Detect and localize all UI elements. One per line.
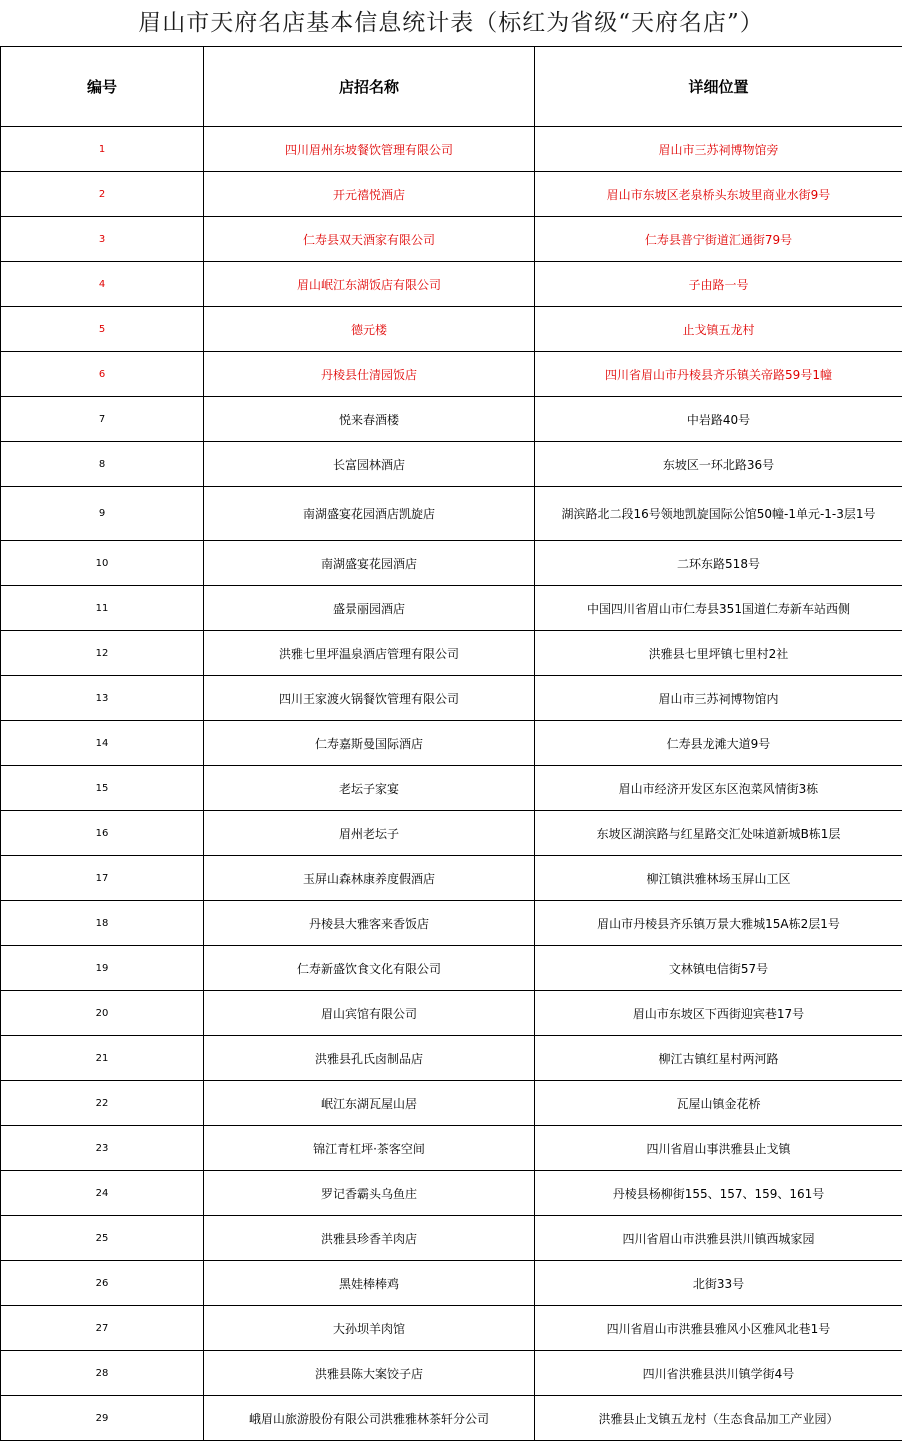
- row-number: 6: [1, 352, 204, 397]
- row-number: 28: [1, 1351, 204, 1396]
- table-row: [1, 127, 902, 172]
- header-shop-name: 店招名称: [204, 47, 535, 127]
- row-number: 14: [1, 721, 204, 766]
- row-shop-name: 盛景丽园酒店: [204, 586, 535, 631]
- row-number: 25: [1, 1216, 204, 1261]
- table-row: [1, 946, 902, 991]
- table-row: [1, 1036, 902, 1081]
- row-shop-name: 罗记香霸头乌鱼庄: [204, 1171, 535, 1216]
- table-row: [1, 676, 902, 721]
- row-shop-name: 眉山宾馆有限公司: [204, 991, 535, 1036]
- row-number: 26: [1, 1261, 204, 1306]
- table-header-row: [1, 47, 902, 127]
- row-address: 四川省眉山市洪雅县洪川镇西城家园: [535, 1216, 902, 1261]
- row-shop-name: 老坛子家宴: [204, 766, 535, 811]
- row-number: 5: [1, 307, 204, 352]
- header-address: 详细位置: [535, 47, 902, 127]
- row-number: 29: [1, 1396, 204, 1441]
- row-number: 9: [1, 487, 204, 541]
- table-row: [1, 901, 902, 946]
- row-address: 仁寿县龙滩大道9号: [535, 721, 902, 766]
- row-address: 湖滨路北二段16号领地凯旋国际公馆50幢-1单元-1-3层1号: [535, 487, 902, 541]
- row-address: 柳江古镇红星村两河路: [535, 1036, 902, 1081]
- row-address: 柳江镇洪雅林场玉屏山工区: [535, 856, 902, 901]
- row-number: 21: [1, 1036, 204, 1081]
- table-row: [1, 1081, 902, 1126]
- row-address: 中国四川省眉山市仁寿县351国道仁寿新车站西侧: [535, 586, 902, 631]
- row-address: 止戈镇五龙村: [535, 307, 902, 352]
- row-number: 20: [1, 991, 204, 1036]
- table-row: [1, 262, 902, 307]
- row-shop-name: 仁寿嘉斯曼国际酒店: [204, 721, 535, 766]
- row-address: 瓦屋山镇金花桥: [535, 1081, 902, 1126]
- row-number: 11: [1, 586, 204, 631]
- table-row: [1, 442, 902, 487]
- row-number: 1: [1, 127, 204, 172]
- row-number: 4: [1, 262, 204, 307]
- row-number: 8: [1, 442, 204, 487]
- row-shop-name: 大孙坝羊肉馆: [204, 1306, 535, 1351]
- row-address: 四川省眉山市丹棱县齐乐镇关帝路59号1幢: [535, 352, 902, 397]
- row-shop-name: 洪雅县孔氏卤制品店: [204, 1036, 535, 1081]
- row-shop-name: 玉屏山森林康养度假酒店: [204, 856, 535, 901]
- table-row: [1, 1126, 902, 1171]
- row-address: 二环东路518号: [535, 541, 902, 586]
- row-shop-name: 四川王家渡火锅餐饮管理有限公司: [204, 676, 535, 721]
- row-number: 15: [1, 766, 204, 811]
- row-shop-name: 洪雅县珍香羊肉店: [204, 1216, 535, 1261]
- table-row: [1, 1306, 902, 1351]
- row-number: 3: [1, 217, 204, 262]
- row-number: 2: [1, 172, 204, 217]
- table-row: [1, 766, 902, 811]
- table-row: [1, 541, 902, 586]
- row-number: 13: [1, 676, 204, 721]
- row-address: 洪雅县七里坪镇七里村2社: [535, 631, 902, 676]
- table-row: [1, 172, 902, 217]
- row-number: 12: [1, 631, 204, 676]
- table-row: [1, 397, 902, 442]
- table-row: [1, 1261, 902, 1306]
- row-shop-name: 仁寿新盛饮食文化有限公司: [204, 946, 535, 991]
- row-number: 27: [1, 1306, 204, 1351]
- row-address: 文林镇电信街57号: [535, 946, 902, 991]
- row-shop-name: 德元楼: [204, 307, 535, 352]
- row-address: 眉山市东坡区下西街迎宾巷17号: [535, 991, 902, 1036]
- row-shop-name: 眉山岷江东湖饭店有限公司: [204, 262, 535, 307]
- table-row: [1, 631, 902, 676]
- table-row: [1, 487, 902, 541]
- row-address: 子由路一号: [535, 262, 902, 307]
- row-address: 东坡区湖滨路与红星路交汇处味道新城B栋1层: [535, 811, 902, 856]
- row-address: 中岩路40号: [535, 397, 902, 442]
- row-shop-name: 悦来春酒楼: [204, 397, 535, 442]
- row-shop-name: 岷江东湖瓦屋山居: [204, 1081, 535, 1126]
- shop-table: [0, 46, 902, 1441]
- row-address: 眉山市丹棱县齐乐镇万景大雅城15A栋2层1号: [535, 901, 902, 946]
- table-row: [1, 721, 902, 766]
- row-shop-name: 黑娃棒棒鸡: [204, 1261, 535, 1306]
- table-row: [1, 1351, 902, 1396]
- row-shop-name: 锦江青杠坪·茶客空间: [204, 1126, 535, 1171]
- row-shop-name: 丹棱县仕清园饭店: [204, 352, 535, 397]
- row-number: 22: [1, 1081, 204, 1126]
- table-row: [1, 586, 902, 631]
- row-address: 北街33号: [535, 1261, 902, 1306]
- row-number: 10: [1, 541, 204, 586]
- row-shop-name: 长富园林酒店: [204, 442, 535, 487]
- table-body: [1, 127, 902, 1441]
- row-number: 23: [1, 1126, 204, 1171]
- table-row: [1, 307, 902, 352]
- row-address: 眉山市三苏祠博物馆内: [535, 676, 902, 721]
- table-row: [1, 1216, 902, 1261]
- row-shop-name: 四川眉州东坡餐饮管理有限公司: [204, 127, 535, 172]
- row-shop-name: 南湖盛宴花园酒店凯旋店: [204, 487, 535, 541]
- page-title: 眉山市天府名店基本信息统计表（标红为省级“天府名店”）: [138, 10, 764, 36]
- row-address: 眉山市经济开发区东区泡菜风情街3栋: [535, 766, 902, 811]
- row-address: 丹棱县杨柳街155、157、159、161号: [535, 1171, 902, 1216]
- table-row: [1, 217, 902, 262]
- table-row: [1, 811, 902, 856]
- table-row: [1, 991, 902, 1036]
- header-number: 编号: [1, 47, 204, 127]
- row-number: 17: [1, 856, 204, 901]
- row-number: 7: [1, 397, 204, 442]
- row-shop-name: 丹棱县大雅客来香饭店: [204, 901, 535, 946]
- row-address: 眉山市三苏祠博物馆旁: [535, 127, 902, 172]
- table-row: [1, 1396, 902, 1441]
- row-shop-name: 洪雅七里坪温泉酒店管理有限公司: [204, 631, 535, 676]
- row-address: 洪雅县止戈镇五龙村（生态食品加工产业园）: [535, 1396, 902, 1441]
- table-row: [1, 1171, 902, 1216]
- row-address: 眉山市东坡区老泉桥头东坡里商业水街9号: [535, 172, 902, 217]
- row-shop-name: 仁寿县双天酒家有限公司: [204, 217, 535, 262]
- row-number: 16: [1, 811, 204, 856]
- row-number: 18: [1, 901, 204, 946]
- table-row: [1, 352, 902, 397]
- row-shop-name: 南湖盛宴花园酒店: [204, 541, 535, 586]
- row-shop-name: 洪雅县陈大案饺子店: [204, 1351, 535, 1396]
- row-shop-name: 开元禧悦酒店: [204, 172, 535, 217]
- table-row: [1, 856, 902, 901]
- row-address: 仁寿县普宁街道汇通街79号: [535, 217, 902, 262]
- row-address: 四川省洪雅县洪川镇学街4号: [535, 1351, 902, 1396]
- row-address: 四川省眉山事洪雅县止戈镇: [535, 1126, 902, 1171]
- row-shop-name: 峨眉山旅游股份有限公司洪雅雅林茶轩分公司: [204, 1396, 535, 1441]
- row-address: 四川省眉山市洪雅县雅风小区雅风北巷1号: [535, 1306, 902, 1351]
- row-shop-name: 眉州老坛子: [204, 811, 535, 856]
- row-address: 东坡区一环北路36号: [535, 442, 902, 487]
- row-number: 19: [1, 946, 204, 991]
- row-number: 24: [1, 1171, 204, 1216]
